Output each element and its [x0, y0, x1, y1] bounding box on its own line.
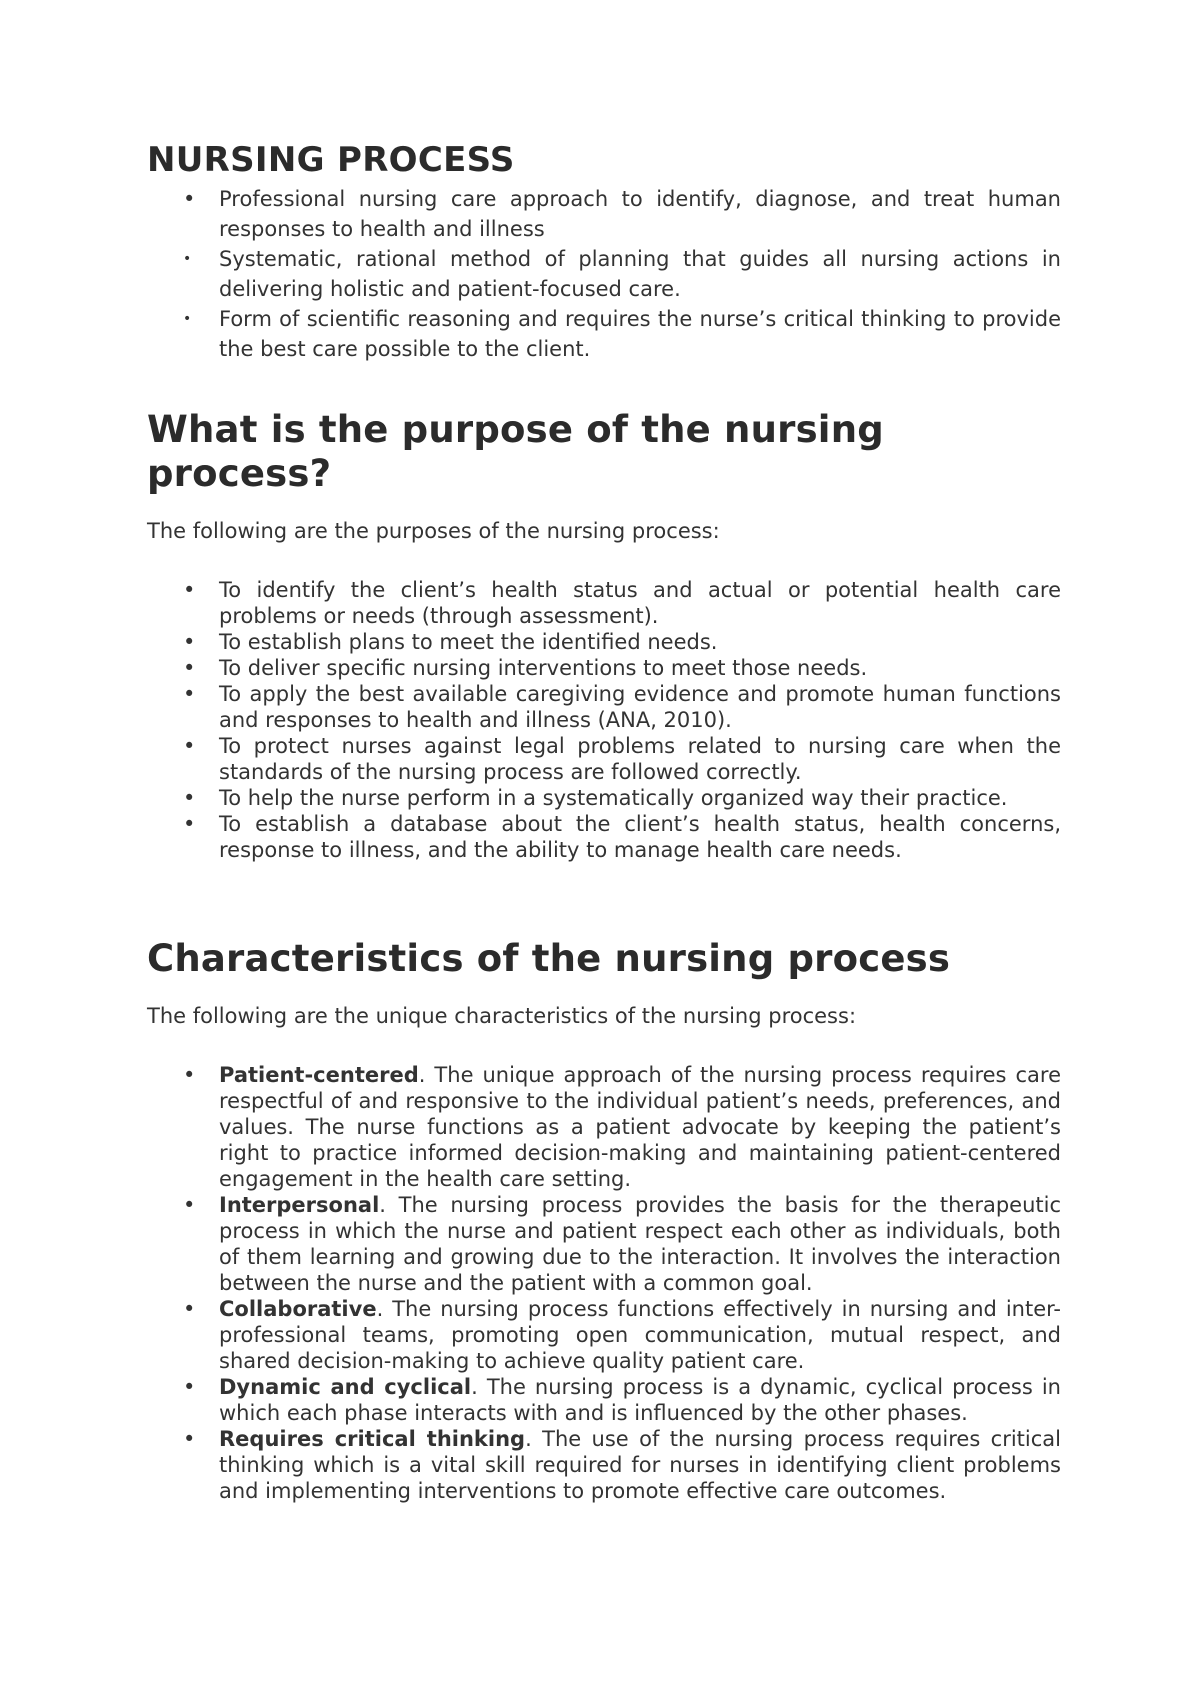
list-item: [147, 304, 1061, 364]
bullet-icon: •: [183, 1063, 196, 1087]
bullet-icon: •: [183, 682, 196, 706]
list-item-text: To protect nurses against legal problems related to nursing care when the standards of the nursing process are followed correctly.: [219, 734, 1061, 784]
term-label: Dynamic and cyclical: [219, 1375, 472, 1399]
page-title: NURSING PROCESS: [147, 140, 515, 180]
bullet-icon: •: [183, 187, 196, 211]
intro-bullet-list: [147, 184, 1061, 364]
term-label: Collaborative: [219, 1297, 377, 1321]
list-item-text: To deliver specific nursing interventions to meet those needs.: [219, 656, 868, 680]
bullet-icon: •: [183, 1427, 196, 1451]
list-item: [147, 655, 1061, 681]
list-item: [147, 733, 1061, 785]
bullet-icon: •: [183, 630, 196, 654]
list-item-text: Form of scientific reasoning and requires the nurse’s critical thinking to provide the best care possible to the client.: [219, 307, 1061, 361]
characteristics-heading: Characteristics of the nursing process: [147, 937, 951, 980]
bullet-icon: •: [183, 786, 196, 810]
term-description: . The nursing process is a dynamic, cyclical process in which each phase interacts with and is influenced by the other phases.: [219, 1375, 1061, 1425]
list-item: [147, 184, 1061, 244]
characteristics-list: [147, 1062, 1061, 1504]
term-description: . The nursing process functions effectively in nursing and inter-professional teams, promoting open communication, mutual respect, and shared decision-making to achieve quality patient care.: [219, 1297, 1061, 1373]
bullet-icon: •: [183, 656, 196, 680]
list-item: [147, 629, 1061, 655]
bullet-icon: •: [183, 311, 192, 327]
bullet-icon: •: [183, 1193, 196, 1217]
term-description: . The nursing process provides the basis for the therapeutic process in which the nurse and patient respect each other as individuals, both of them learning and growing due to the interaction. It involves the interaction between the nurse and the patient with a common goal.: [219, 1193, 1061, 1295]
list-item-text: Professional nursing care approach to identify, diagnose, and treat human responses to health and illness: [219, 187, 1061, 241]
list-item: [147, 681, 1061, 733]
term-label: Interpersonal: [219, 1193, 380, 1217]
list-item: [147, 1374, 1061, 1426]
list-item-text: To help the nurse perform in a systematically organized way their practice.: [219, 786, 1008, 810]
term-label: Patient-centered: [219, 1063, 419, 1087]
list-item: [147, 244, 1061, 304]
list-item: [147, 577, 1061, 629]
bullet-icon: •: [183, 1297, 196, 1321]
term-label: Requires critical thinking: [219, 1427, 526, 1451]
list-item: [147, 811, 1061, 863]
list-item-text: Systematic, rational method of planning that guides all nursing actions in delivering holistic and patient-focused care.: [219, 247, 1061, 301]
bullet-icon: •: [183, 734, 196, 758]
purpose-lead: The following are the purposes of the nursing process:: [147, 519, 720, 543]
list-item: [147, 1296, 1061, 1374]
term-description: . The unique approach of the nursing process requires care respectful of and responsive to the individual patient’s needs, preferences, and values. The nurse functions as a patient advocate by keeping the patient’s right to practice informed decision-making and maintaining patient-centered engagement in the health care setting.: [219, 1063, 1061, 1191]
list-item-text: To establish plans to meet the identified needs.: [219, 630, 718, 654]
purpose-heading: What is the purpose of the nursing process?: [147, 408, 884, 495]
list-item-text: To identify the client’s health status and actual or potential health care problems or needs (through assessment).: [219, 578, 1061, 628]
purpose-list: [147, 577, 1061, 863]
term-description: . The use of the nursing process requires critical thinking which is a vital skill required for nurses in identifying client problems and implementing interventions to promote effective care outcomes.: [219, 1427, 1061, 1503]
document-page: [147, 140, 1061, 1504]
bullet-icon: •: [183, 812, 196, 836]
list-item: [147, 785, 1061, 811]
list-item-text: To apply the best available caregiving evidence and promote human functions and responses to health and illness (ANA, 2010).: [219, 682, 1061, 732]
bullet-icon: •: [183, 251, 192, 267]
list-item: [147, 1426, 1061, 1504]
bullet-icon: •: [183, 1375, 196, 1399]
bullet-icon: •: [183, 578, 196, 602]
list-item-text: To establish a database about the client’s health status, health concerns, response to illness, and the ability to manage health care needs.: [219, 812, 1061, 862]
list-item: [147, 1192, 1061, 1296]
characteristics-lead: The following are the unique characteristics of the nursing process:: [147, 1004, 857, 1028]
list-item: [147, 1062, 1061, 1192]
